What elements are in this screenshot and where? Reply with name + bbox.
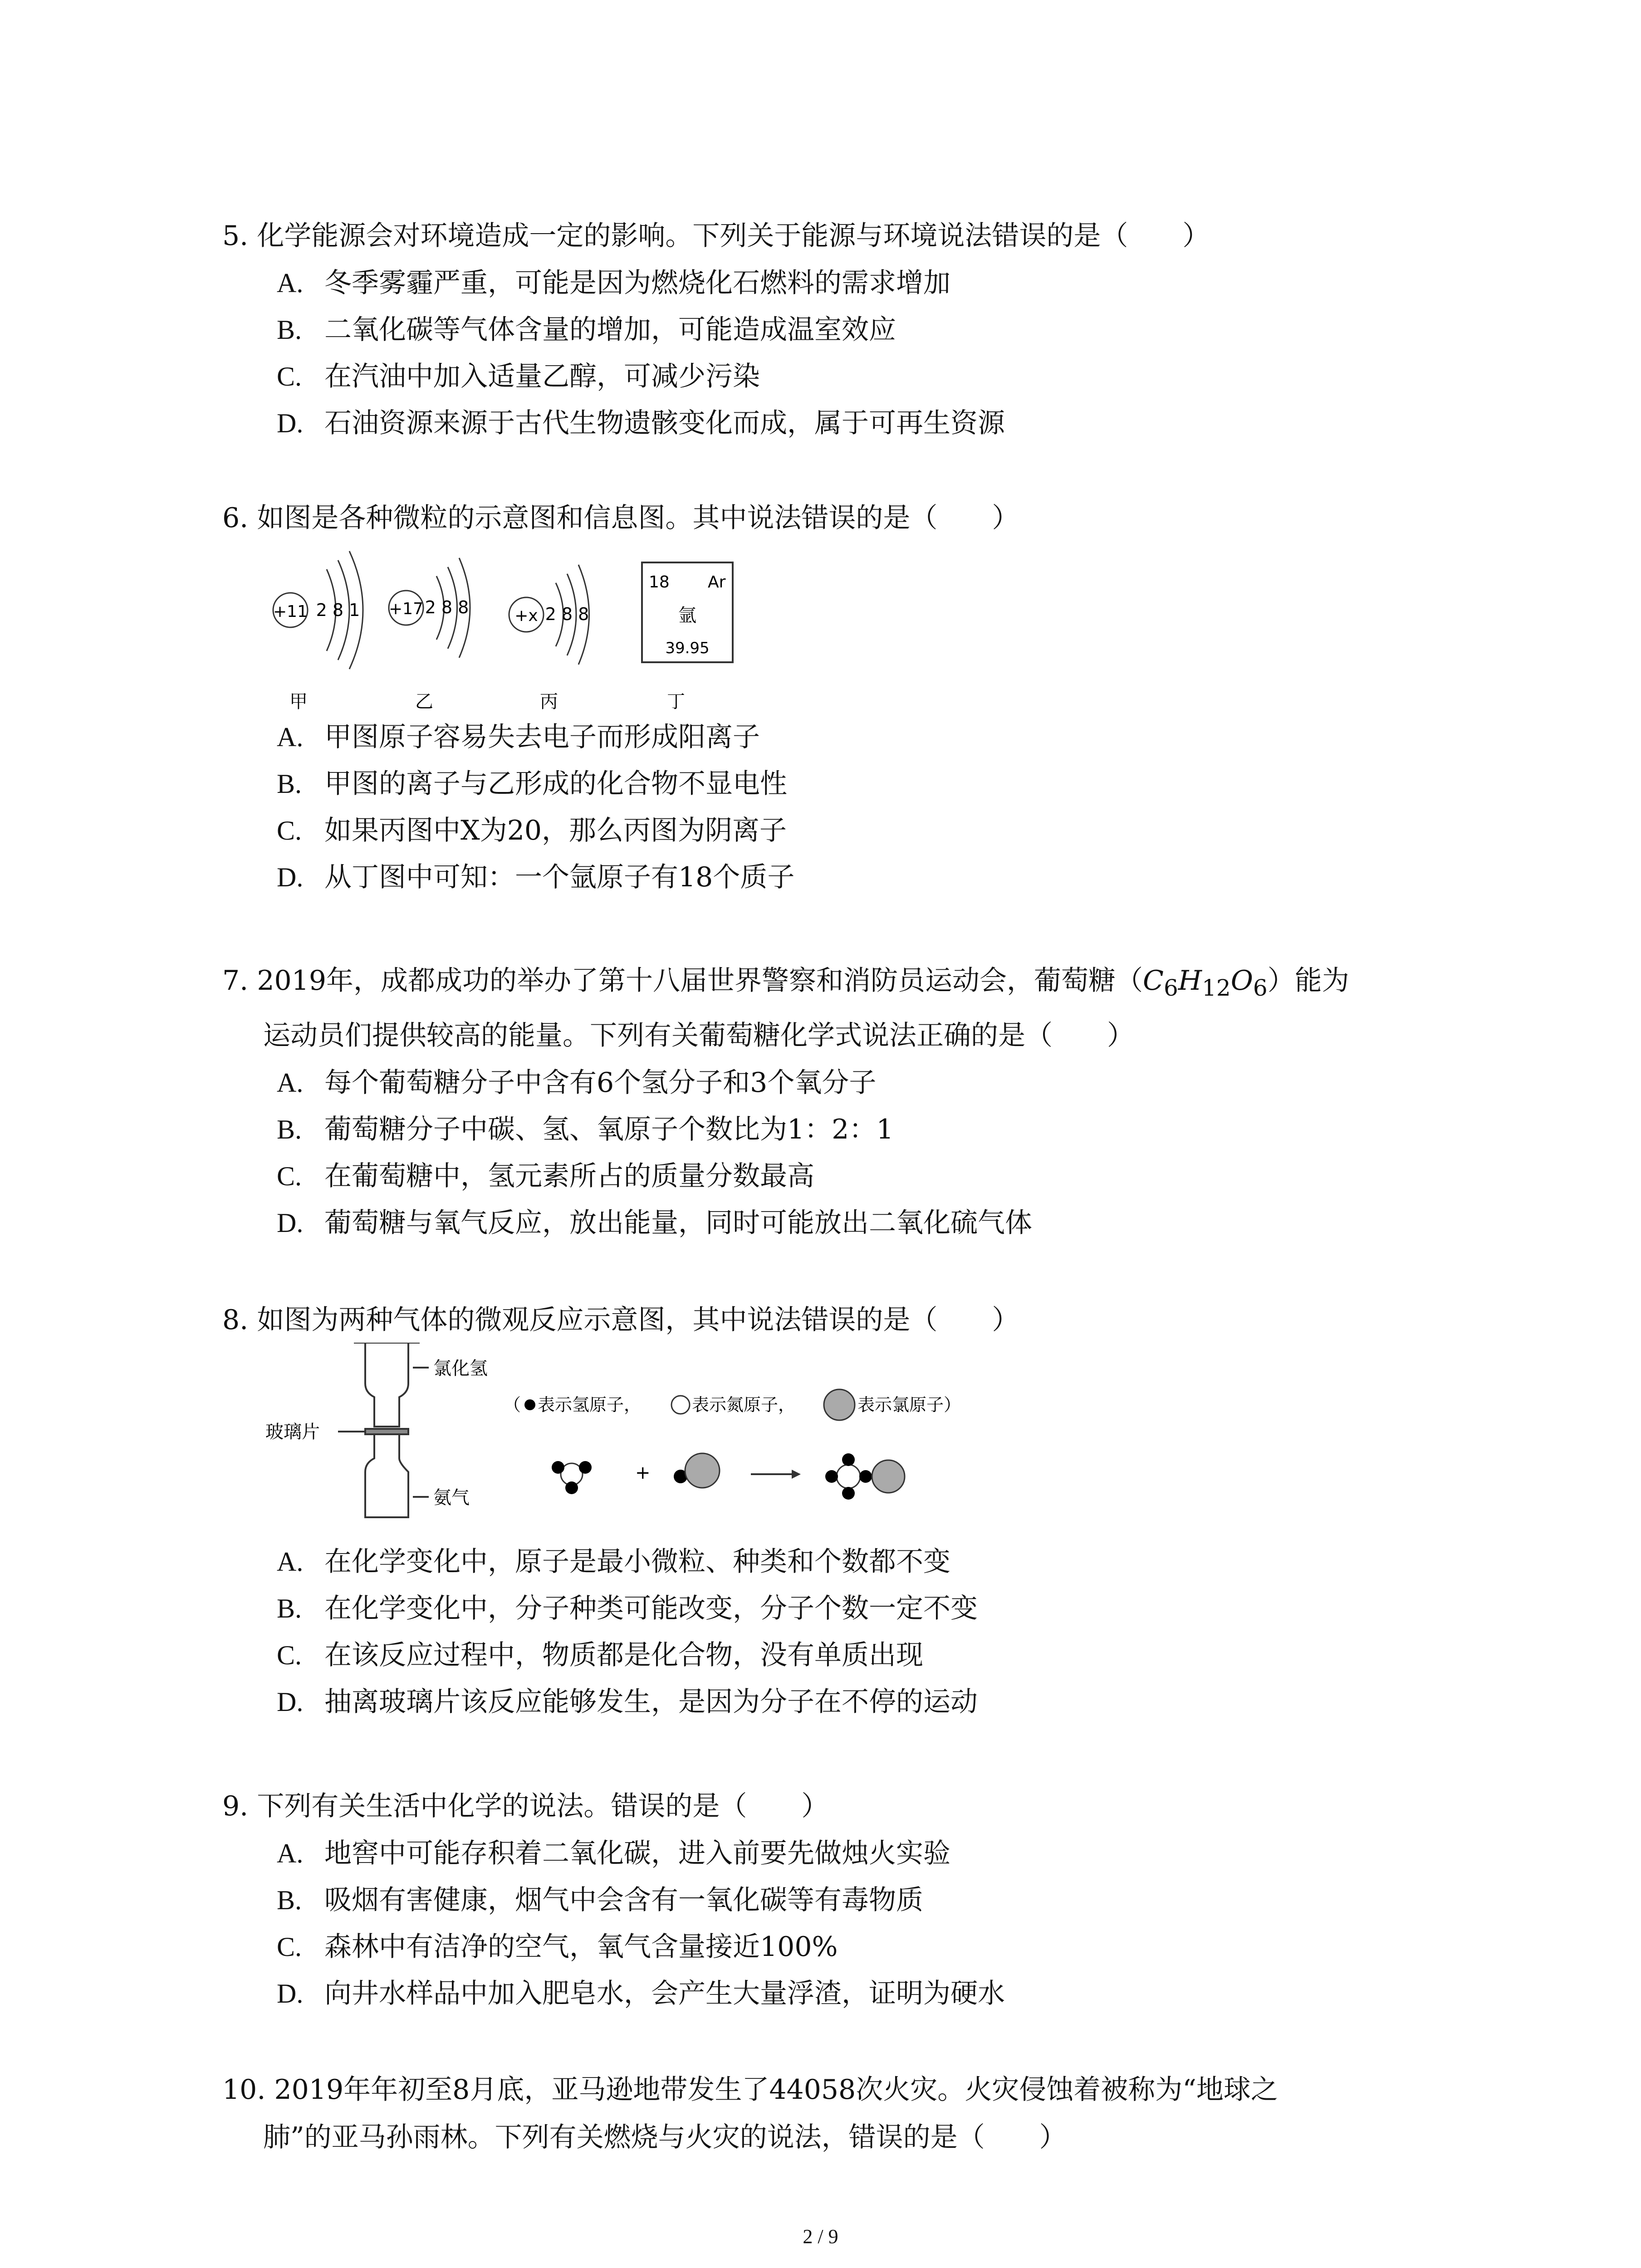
ammonia-label: 氨气	[433, 1487, 470, 1508]
question-stem-continued: 肺”的亚马孙雨林。下列有关燃烧与火灾的说法，错误的是（ ）	[263, 2121, 1067, 2153]
option-b	[222, 761, 1493, 807]
legend-open: （	[504, 1395, 521, 1415]
hcl-label: 氯化氢	[433, 1358, 488, 1379]
question-8-options	[222, 1539, 1493, 1725]
option-label: C.	[277, 816, 302, 846]
question-5	[222, 212, 1493, 447]
option-b	[222, 1877, 1493, 1924]
option-text: 在该反应过程中，物质都是化合物，没有单质出现	[324, 1639, 923, 1671]
option-label: B.	[277, 315, 302, 345]
nucleus-label: +x	[514, 606, 538, 625]
option-d	[222, 854, 1493, 901]
option-c	[222, 1924, 1493, 1970]
question-8	[222, 1296, 1493, 1344]
caption-bing: 丙	[540, 691, 558, 712]
option-label: D.	[277, 1687, 304, 1717]
option-label: A.	[277, 1068, 304, 1098]
glass-plate-label: 玻璃片	[265, 1422, 320, 1442]
caption-ding: 丁	[667, 691, 685, 712]
question-stem-continued: 运动员们提供较高的能量。下列有关葡萄糖化学式说法正确的是（ ）	[263, 1020, 1134, 1051]
question-stem: 9. 下列有关生活中化学的说法。错误的是（ ）	[222, 1790, 829, 1822]
option-b	[222, 1106, 1493, 1153]
question-number: 7.	[222, 965, 249, 997]
option-a	[222, 1060, 1493, 1106]
ammonium-chloride-icon	[825, 1453, 905, 1500]
question-stem	[222, 957, 1493, 1012]
option-c	[222, 353, 1493, 400]
option-text: 在汽油中加入适量乙醇，可减少污染	[324, 361, 760, 392]
chlorine-atom-icon	[824, 1389, 855, 1420]
question-10	[222, 2066, 1493, 2161]
option-text: 抽离玻璃片该反应能够发生，是因为分子在不停的运动	[324, 1686, 978, 1718]
nucleus-label: +11	[273, 602, 308, 621]
shell-electrons: 2 8 8	[425, 597, 469, 617]
ammonia-molecule-icon	[552, 1461, 592, 1494]
nucleus-label: +17	[389, 600, 423, 618]
option-text: 甲图的离子与乙形成的化合物不显电性	[324, 768, 787, 800]
option-text: 甲图原子容易失去电子而形成阳离子	[324, 721, 760, 753]
option-a	[222, 1539, 1493, 1585]
option-label: A.	[277, 1838, 304, 1868]
option-text: 在化学变化中，原子是最小微粒、种类和个数都不变	[324, 1546, 950, 1578]
option-text: 二氧化碳等气体含量的增加，可能造成温室效应	[324, 314, 896, 346]
option-label: A.	[277, 722, 304, 752]
particle-figure	[259, 544, 758, 719]
option-d	[222, 1970, 1493, 2017]
reaction-arrow-icon	[751, 1470, 801, 1479]
element-symbol: Ar	[708, 573, 726, 591]
question-7	[222, 957, 1493, 1246]
particle-diagram	[259, 544, 758, 717]
reaction-diagram	[263, 1343, 1034, 1533]
question-stem: 5. 化学能源会对环境造成一定的影响。下列关于能源与环境说法错误的是（ ）	[222, 220, 1210, 252]
option-text: 向井水样品中加入肥皂水，会产生大量浮渣，证明为硬水	[324, 1978, 1005, 2009]
legend-nitrogen: 表示氮原子，	[692, 1395, 796, 1415]
hcl-molecule-icon	[674, 1453, 720, 1488]
question-6	[222, 494, 1493, 542]
option-a	[222, 1830, 1493, 1877]
option-text: 石油资源来源于古代生物遗骸变化而成，属于可再生资源	[324, 407, 1005, 439]
stem-text-before: 2019年，成都成功的举办了第十八届世界警察和消防员运动会，葡萄糖（	[257, 965, 1143, 997]
shell-electrons: 2 8 1	[316, 600, 360, 620]
option-text: 吸烟有害健康，烟气中会含有一氧化碳等有毒物质	[324, 1884, 923, 1916]
option-text: 在葡萄糖中，氢元素所占的质量分数最高	[324, 1160, 814, 1192]
option-text: 地窖中可能存积着二氧化碳，进入前要先做烛火实验	[324, 1838, 950, 1869]
option-label: D.	[277, 1208, 304, 1238]
question-stem: 10. 2019年年初至8月底，亚马逊地带发生了44058次火灾。火灾侵蚀着被称为“地球之	[222, 2074, 1278, 2106]
atomic-mass: 39.95	[665, 639, 710, 657]
option-text: 在化学变化中，分子种类可能改变，分子个数一定不变	[324, 1593, 978, 1624]
question-6-options	[222, 714, 1493, 901]
option-label: C.	[277, 1640, 302, 1670]
option-b	[222, 307, 1493, 353]
page-number: 2 / 9	[803, 2225, 838, 2248]
option-label: A.	[277, 1547, 304, 1577]
option-a	[222, 714, 1493, 761]
caption-jia: 甲	[289, 691, 308, 712]
option-label: C.	[277, 1161, 302, 1191]
element-name: 氩	[678, 605, 696, 626]
stem-text-after: ）能为	[1267, 965, 1349, 997]
option-text: 葡萄糖分子中碳、氢、氧原子个数比为1：2：1	[324, 1114, 894, 1145]
option-d	[222, 1679, 1493, 1725]
question-stem: 6. 如图是各种微粒的示意图和信息图。其中说法错误的是（ ）	[222, 502, 1019, 534]
question-9	[222, 1783, 1493, 2017]
option-label: B.	[277, 1114, 302, 1144]
atomic-number: 18	[649, 573, 670, 591]
caption-yi: 乙	[415, 691, 433, 712]
formula-c: C	[1143, 965, 1164, 997]
option-text: 森林中有洁净的空气，氧气含量接近100%	[324, 1931, 838, 1963]
option-c	[222, 1632, 1493, 1679]
option-label: B.	[277, 769, 302, 799]
option-d	[222, 1200, 1493, 1246]
option-label: A.	[277, 268, 304, 298]
option-label: D.	[277, 1979, 304, 2009]
option-label: C.	[277, 1932, 302, 1962]
reaction-figure	[263, 1343, 1034, 1535]
option-b	[222, 1585, 1493, 1632]
formula-h: H	[1178, 965, 1202, 997]
nitrogen-atom-icon	[671, 1396, 690, 1414]
option-label: D.	[277, 862, 304, 892]
option-text: 葡萄糖与氧气反应，放出能量，同时可能放出二氧化硫气体	[324, 1207, 1032, 1239]
option-label: D.	[277, 408, 304, 438]
option-text: 冬季雾霾严重，可能是因为燃烧化石燃料的需求增加	[324, 267, 950, 299]
option-text: 每个葡萄糖分子中含有6个氢分子和3个氧分子	[324, 1067, 877, 1099]
question-stem: 8. 如图为两种气体的微观反应示意图，其中说法错误的是（ ）	[222, 1304, 1019, 1336]
option-a	[222, 260, 1493, 307]
legend-chlorine: 表示氯原子）	[857, 1395, 961, 1415]
hydrogen-atom-icon	[524, 1399, 535, 1410]
formula-c-sub: 6	[1163, 975, 1178, 1001]
option-text: 从丁图中可知：一个氩原子有18个质子	[324, 861, 795, 893]
option-text: 如果丙图中X为20，那么丙图为阴离子	[324, 815, 787, 846]
option-c	[222, 807, 1493, 854]
shell-electrons: 2 8 8	[545, 604, 589, 624]
formula-h-sub: 12	[1202, 975, 1231, 1001]
legend-hydrogen: 表示氢原子，	[538, 1395, 642, 1415]
formula-o: O	[1230, 965, 1253, 997]
option-label: B.	[277, 1593, 302, 1623]
option-label: B.	[277, 1885, 302, 1915]
formula-o-sub: 6	[1253, 975, 1268, 1001]
option-label: C.	[277, 362, 302, 391]
option-d	[222, 400, 1493, 447]
option-c	[222, 1153, 1493, 1200]
plus-sign: +	[635, 1462, 651, 1483]
